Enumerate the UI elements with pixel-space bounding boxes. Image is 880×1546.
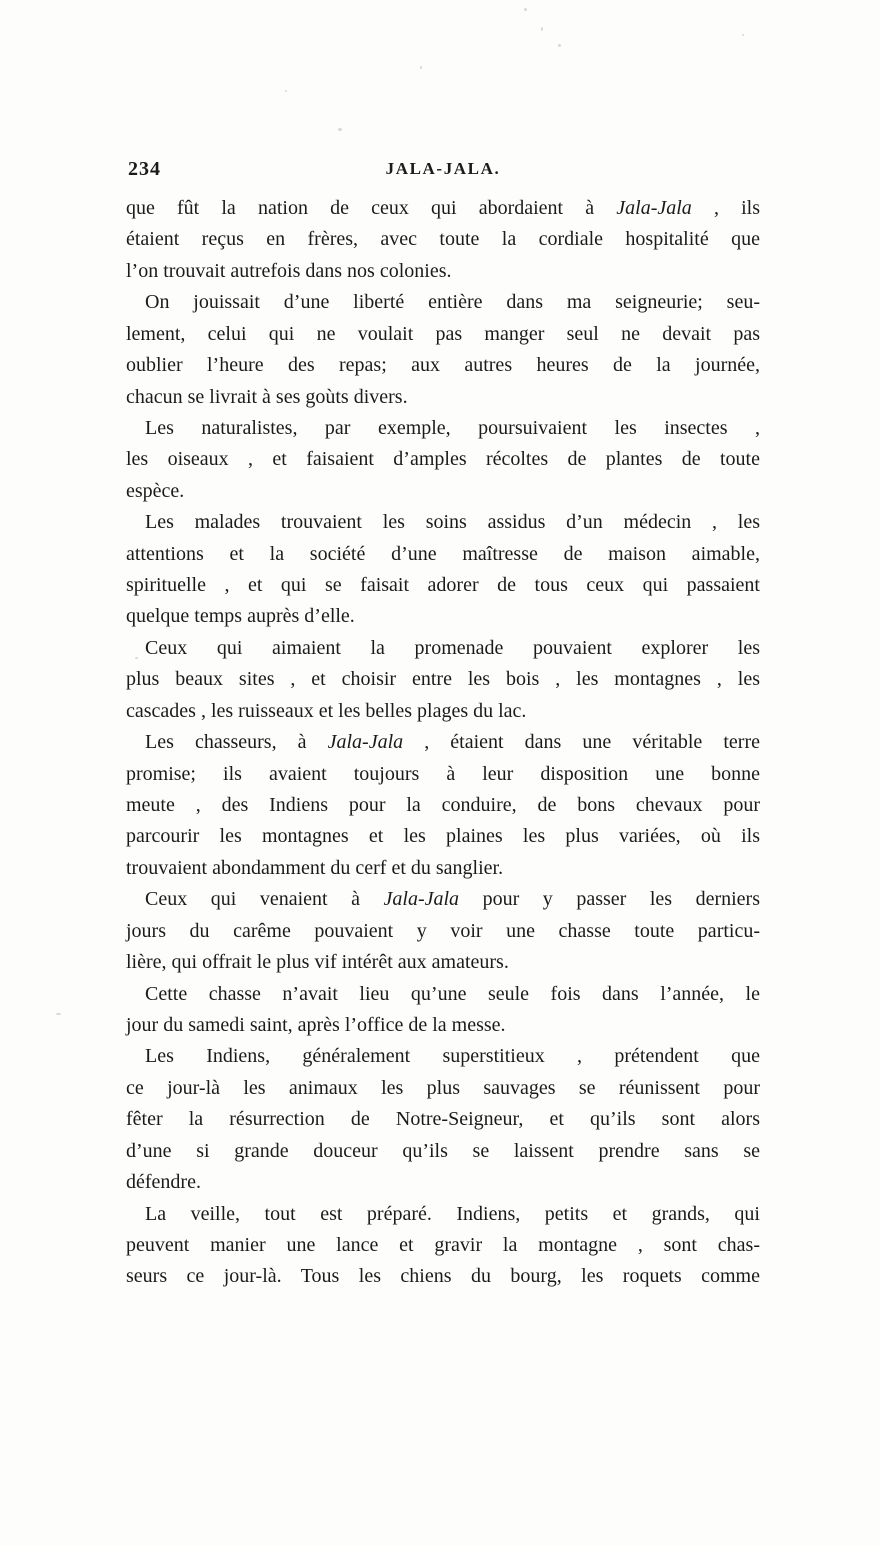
text-segment: lière, qui offrait le plus vif intérêt aux amateurs. [126, 951, 509, 974]
text-line [126, 1073, 760, 1104]
text-segment: quelque temps auprès d’elle. [126, 605, 355, 628]
page-number: 234 [128, 158, 161, 180]
text-line [126, 476, 760, 507]
text-segment: Ceux qui aimaient la promenade pouvaient explorer les [145, 636, 760, 659]
scan-speckle [56, 1013, 61, 1015]
text-segment: défendre. [126, 1171, 201, 1194]
text-segment: oublier l’heure des repas; aux autres heures de la journée, [126, 354, 760, 377]
paragraph [126, 1041, 760, 1198]
text-segment: Cette chasse n’avait lieu qu’une seule fois dans l’année, le [145, 982, 760, 1005]
text-line [126, 1041, 760, 1072]
text-segment: On jouissait d’une liberté entière dans ma seigneurie; seu- [145, 291, 760, 314]
text-line [126, 507, 760, 538]
text-segment: trouvaient abondamment du cerf et du sanglier. [126, 856, 504, 879]
text-segment: les oiseaux , et faisaient d’amples récoltes de plantes de toute [126, 448, 760, 471]
text-segment: Ceux qui venaient à [145, 888, 384, 911]
text-segment: pour y passer les derniers [459, 888, 760, 911]
text-line [126, 382, 760, 413]
italic-text: Jala-Jala [327, 731, 404, 754]
text-line [126, 350, 760, 381]
text-line [126, 1261, 760, 1292]
paragraph [126, 413, 760, 507]
paragraph [126, 979, 760, 1042]
text-line [126, 727, 760, 758]
text-segment: meute , des Indiens pour la conduire, de bons chevaux pour [126, 794, 760, 817]
text-line [126, 633, 760, 664]
text-segment: La veille, tout est préparé. Indiens, petits et grands, qui [145, 1202, 760, 1225]
text-segment: spirituelle , et qui se faisait adorer de tous ceux qui passaient [126, 574, 760, 597]
paragraph [126, 633, 760, 727]
text-line [126, 821, 760, 852]
paragraph [126, 1199, 760, 1293]
text-segment: Les chasseurs, à [145, 731, 328, 754]
paragraph [126, 727, 760, 884]
text-line [126, 319, 760, 350]
text-line [126, 1167, 760, 1198]
text-line [126, 884, 760, 915]
text-segment: Les naturalistes, par exemple, poursuivaient les insectes , [145, 416, 760, 439]
text-line [126, 696, 760, 727]
text-line [126, 947, 760, 978]
paragraph [126, 193, 760, 287]
text-segment: jours du carême pouvaient y voir une chasse toute particu- [126, 919, 760, 942]
text-line [126, 1104, 760, 1135]
scan-speckle [742, 34, 744, 36]
text-segment: l’on trouvait autrefois dans nos colonies. [126, 259, 452, 282]
paragraph [126, 884, 760, 978]
text-line [126, 1199, 760, 1230]
text-segment: ce jour-là les animaux les plus sauvages se réunissent pour [126, 1076, 760, 1099]
text-segment: seurs ce jour-là. Tous les chiens du bourg, les roquets comme [126, 1265, 760, 1288]
text-line [126, 224, 760, 255]
text-line [126, 916, 760, 947]
text-line [126, 790, 760, 821]
italic-text: Jala-Jala [383, 888, 460, 911]
text-line [126, 601, 760, 632]
text-segment: fêter la résurrection de Notre-Seigneur, et qu’ils sont alors [126, 1108, 760, 1131]
running-title: JALA-JALA. [385, 159, 501, 178]
scan-speckle [285, 90, 287, 92]
running-header [126, 158, 760, 182]
text-line [126, 979, 760, 1010]
scan-speckle [541, 27, 543, 31]
text-segment: chacun se livrait à ses goùts divers. [126, 385, 408, 408]
scan-speckle [338, 128, 342, 131]
text-line [126, 664, 760, 695]
text-segment: que fût la nation de ceux qui abordaient à [126, 197, 617, 219]
text-line [126, 570, 760, 601]
text-line [126, 853, 760, 884]
page-body-text [126, 193, 760, 1293]
text-segment: d’une si grande douceur qu’ils se laissent prendre sans se [126, 1139, 760, 1162]
text-segment: Les malades trouvaient les soins assidus d’un médecin , les [145, 511, 760, 534]
text-line [126, 759, 760, 790]
scan-speckle [558, 44, 561, 47]
italic-text: Jala-Jala [616, 197, 692, 219]
text-segment: jour du samedi saint, après l’office de la messe. [126, 1013, 506, 1036]
text-segment: promise; ils avaient toujours à leur disposition une bonne [126, 762, 760, 785]
text-segment: Les Indiens, généralement superstitieux , prétendent que [145, 1045, 760, 1068]
text-segment: cascades , les ruisseaux et les belles plages du lac. [126, 699, 527, 722]
text-line [126, 444, 760, 475]
text-line [126, 193, 760, 224]
text-line [126, 1230, 760, 1261]
text-segment: parcourir les montagnes et les plaines les plus variées, où ils [126, 825, 760, 848]
text-line [126, 1010, 760, 1041]
text-line [126, 413, 760, 444]
scan-speckle [524, 8, 527, 11]
text-segment: attentions et la société d’une maîtresse de maison aimable, [126, 542, 760, 565]
text-segment: étaient reçus en frères, avec toute la cordiale hospitalité que [126, 228, 760, 251]
text-segment: espèce. [126, 479, 185, 502]
text-segment: peuvent manier une lance et gravir la montagne , sont chas- [126, 1233, 760, 1256]
text-line [126, 1136, 760, 1167]
scan-speckle [420, 66, 422, 69]
text-segment: , étaient dans une véritable terre [403, 731, 760, 754]
paragraph [126, 287, 760, 413]
text-segment: , ils [691, 197, 760, 219]
paragraph [126, 507, 760, 633]
text-line [126, 539, 760, 570]
text-segment: lement, celui qui ne voulait pas manger seul ne devait pas [126, 322, 760, 345]
text-line [126, 287, 760, 318]
text-segment: plus beaux sites , et choisir entre les bois , les montagnes , les [126, 668, 760, 691]
text-line [126, 256, 760, 287]
